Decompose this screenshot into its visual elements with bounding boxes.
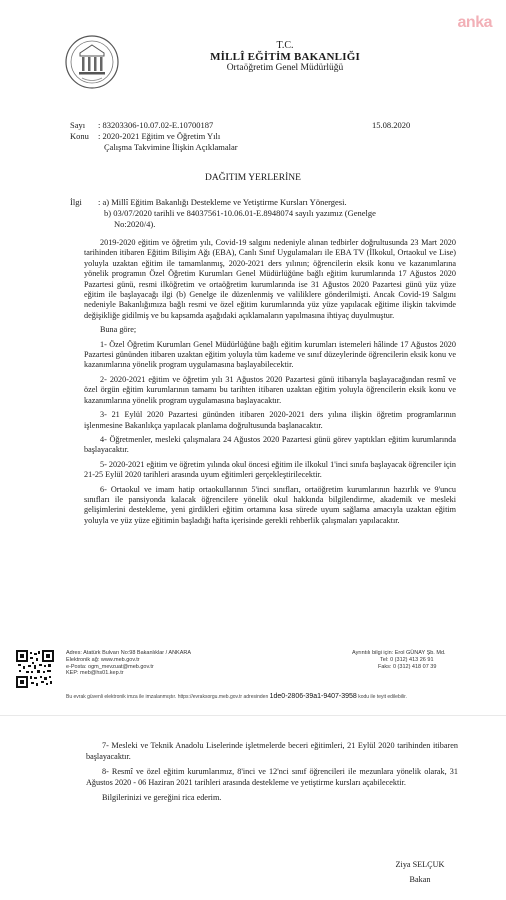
signatory-title: Bakan: [409, 875, 431, 884]
distribution-heading: DAĞITIM YERLERİNE: [205, 173, 301, 183]
letterhead-department: Ortaöğretim Genel Müdürlüğü: [226, 63, 344, 73]
konu-value-2: Çalışma Takvimine İlişkin Açıklamalar: [104, 142, 238, 152]
signature-block: [385, 857, 455, 887]
qr-code-icon: [16, 650, 54, 688]
sayi-row: [70, 120, 213, 131]
verification-text-2: kodu ile teyit edilebilir.: [358, 694, 407, 700]
paragraph-intro: 2019-2020 eğitim ve öğretim yılı, Covid-19 salgını nedeniyle alınan tedbirler doğrultusunda 23 Mart 2020 tarihinden itibaren Eğitim Bilişim Ağı (EBA), Canlı Sınıf Uygulamaları ile EBA TV (İlkokul, Ortaokul ve Lise) yoluyla uzaktan eğitim ile tamamlanmış, 2020-2021 ders yılının; öğrencilerin eksik konu ve kazanımlarına yönelik programın Özel Öğretim Kurumları Genel Müdürlüğüne bağlı eğitim kurumlarında 17 Ağustos 2020 Pazartesi günü, resmi ilköğretim ve ortaöğretim kurumlarında ise 31 Ağustos 2020 Pazartesi günü yüz yüze eğitim ile başlayacağı ilgi (b) Genelge ile düzenlenmiş ve valiliklere gönderilmişti. Ancak Covid-19 Salgını nedeniyle Bakanlığımıza bağlı resmi ve özel eğitim kurumlarında yüz yüze yapılacak eğitime ilişkin takvimde değişikliğe gidilmiş ve bu kapsamda aşağıdaki açıklamaların yapılmasına ihtiyaç duyulmuştur.: [84, 238, 456, 320]
footer-web: Elektronik ağ: www.meb.gov.tr: [66, 656, 140, 663]
sayi-value: : 83203306-10.07.02-E.10700187: [98, 120, 214, 130]
verification-line: [66, 693, 462, 700]
footer-kep: KEP: meb@hs01.kep.tr: [66, 670, 124, 677]
paragraph-item-8: 8- Resmî ve özel eğitim kurumlarımız, 8'inci ve 12'nci sınıf öğrencileri ile mezunlara yönelik olarak, 31 Ağustos 2020 - 06 Haziran 2021 tarihleri arasında destekleme ve yetiştirme kursları açabilecektir.: [86, 767, 458, 787]
ilgi-b1: b) 03/07/2020 tarihli ve 84037561-10.06.01-E.8948074 sayılı yazımız (Genelge: [104, 208, 376, 218]
signatory-name: Ziya SELÇUK: [395, 860, 445, 869]
verification-code: 1de0-2806-39a1-9407-3958: [269, 693, 357, 700]
konu-label: Konu: [70, 131, 89, 141]
paragraph-item-3: 3- 21 Eylül 2020 Pazartesi gününden itibaren 2020-2021 ders yılına ilişkin öğretim programlarının işlenmesine Bakanlıkça yapılacak planlama doğrultusunda başlanacaktır.: [84, 410, 456, 430]
ilgi-block: [70, 197, 455, 230]
footer-email: e-Posta: ogm_mevzuat@meb.gov.tr: [66, 663, 154, 670]
footer-info: [352, 650, 482, 670]
paragraph-buna-gore: Buna göre;: [100, 325, 137, 335]
paragraph-item-4: 4- Öğretmenler, mesleki çalışmalara 24 Ağustos 2020 Pazartesi günü görev yaptıkları eğitim kurumlarında başlayacaktır.: [84, 434, 456, 455]
footer-tel: Tel: 0 (312) 413 26 91: [380, 656, 434, 663]
paragraph-item-7: 7- Mesleki ve Teknik Anadolu Liselerinde işletmelerde beceri eğitimleri, 21 Eylül 2020 tarihinden itibaren başlayacaktır.: [86, 741, 458, 761]
footer-contact: [66, 650, 266, 677]
paragraph-item-6: 6- Ortaokul ve imam hatip ortaokullarının 5'inci sınıfları, ortaöğretim kurumlarının hazırlık ve 9'uncu sınıfları ile pansiyonda kalacak öğrencilere yönelik okul hakkında bilgilendirme, akademik ve mesleki gelişimlerini destekleme, yeni girdikleri eğitim ortamına kısa sürede uyum sağlama amacıyla uzaktan eğitim yoluyla ve yüz yüze eğitimin başladığı hafta içerisinde gerekli rehberlik çalışmaları yapılacaktır.: [84, 484, 456, 525]
paragraph-item-1: 1- Özel Öğretim Kurumları Genel Müdürlüğüne bağlı eğitim kurumları istemeleri hâlinde 17 Ağustos 2020 Pazartesi gününden itibaren uzaktan eğitim yoluyla tüm kademe ve sınıf düzeylerinde öğrencilerin eksik konu ve kazanımlarına yönelik program uygulamasına başlayabilecektir.: [84, 339, 456, 370]
paragraph-item-2: 2- 2020-2021 eğitim ve öğretim yılı 31 Ağustos 2020 Pazartesi günü itibarıyla başlayacağından resmî ve özel örgün eğitim kurumlarının tamamı bu tarihten itibaren uzaktan eğitim yoluyla öğrencilerin eksik konu ve kazanımlarına yönelik program uygulamasına başlayacaktır.: [84, 374, 456, 405]
ilgi-b2: No:2020/4).: [114, 219, 156, 229]
watermark-logo: anka: [457, 14, 492, 31]
footer-fax: Faks: 0 (312) 418 07 39: [378, 663, 437, 670]
letterhead-ministry: MİLLÎ EĞİTİM BAKANLIĞI: [210, 51, 360, 63]
document-date: 15.08.2020: [372, 120, 411, 130]
ilgi-a: : a) Millî Eğitim Bakanlığı Destekleme ve Yetiştirme Kursları Yönergesi.: [98, 197, 347, 207]
verification-text-1: Bu evrak güvenli elektronik imza ile imzalanmıştır. https://evraksorgu.meb.gov.tr adresinden: [66, 694, 269, 700]
letterhead-line1: T.C.: [276, 40, 294, 51]
footer-info-person: Ayrıntılı bilgi için: Erol GÜNAY Şb. Md.: [352, 650, 446, 656]
paragraph-closing: Bilgilerinizi ve gereğini rica ederim.: [102, 793, 222, 803]
ilgi-label: İlgi: [70, 197, 82, 207]
page2-body: [86, 741, 458, 809]
letterhead: [170, 40, 400, 73]
document-body: [84, 238, 456, 530]
paragraph-item-5: 5- 2020-2021 eğitim ve öğretim yılında okul öncesi eğitim ile ilkokul 1'inci sınıfa başlayacak öğrenciler için 21-25 Eylül 2020 tarihleri arasında uyum eğitimleri gerçekleştirilecektir.: [84, 459, 456, 480]
footer-address: Adres: Atatürk Bulvarı No:98 Bakanlıklar / ANKARA: [66, 650, 192, 656]
sayi-label: Sayı: [70, 120, 86, 130]
konu-row: [70, 131, 238, 153]
ministry-emblem-icon: [64, 34, 120, 90]
konu-value-1: : 2020-2021 Eğitim ve Öğretim Yılı: [98, 131, 221, 141]
